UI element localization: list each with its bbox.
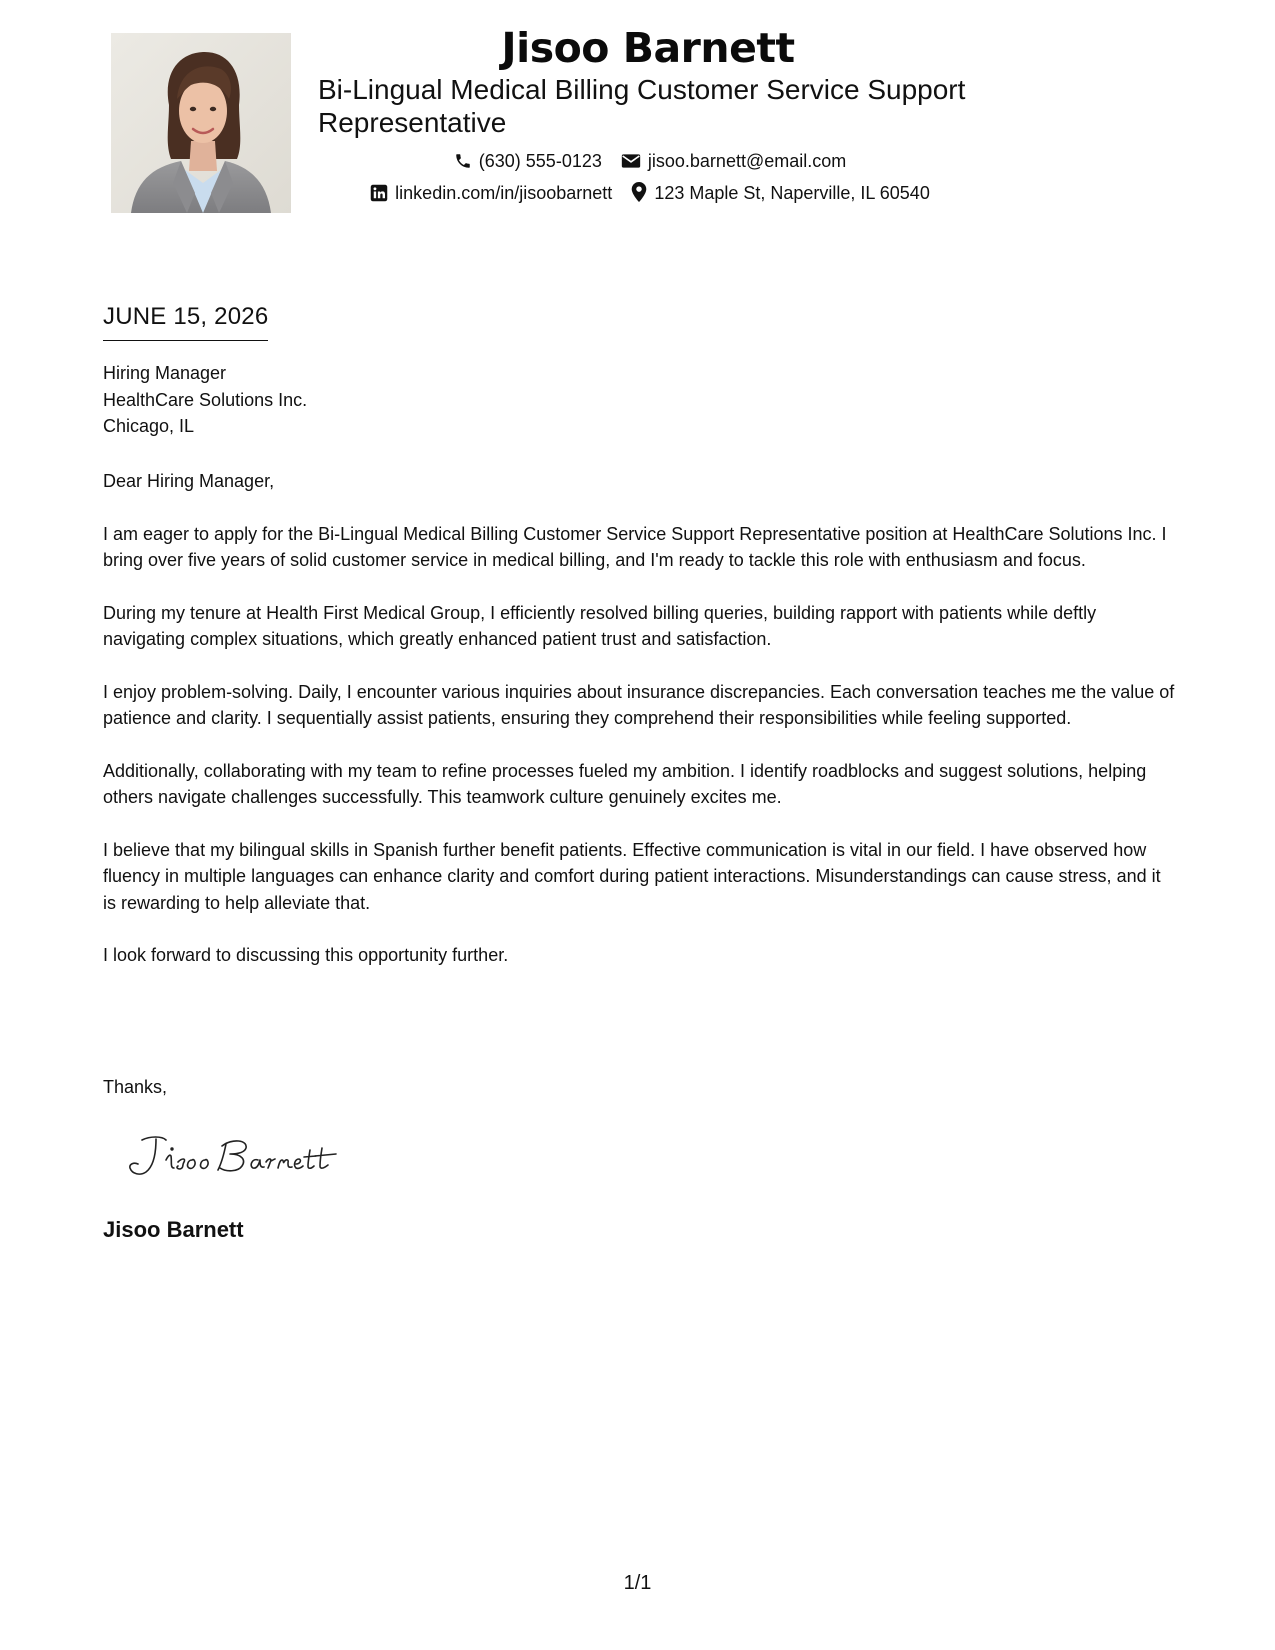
paragraph-3: I enjoy problem-solving. Daily, I encounter various inquiries about insurance discrepancies. Each conversation teaches me the value of patience and clarity. I sequentially assist patients, ensuring they comprehend their responsibilities while feeling supported. <box>103 681 1175 728</box>
contact-email[interactable] <box>621 149 846 173</box>
page-indicator: 1/1 <box>623 1572 652 1594</box>
email-text: jisoo.barnett@email.com <box>647 151 847 171</box>
profile-photo <box>111 33 291 213</box>
salutation: Dear Hiring Manager, <box>103 471 275 491</box>
applicant-name: Jisoo Barnett <box>501 24 795 72</box>
closing: Thanks, <box>103 1077 168 1097</box>
recipient-title: Hiring Manager <box>103 363 227 383</box>
address-text: 123 Maple St, Naperville, IL 60540 <box>654 183 930 203</box>
contact-row-secondary <box>300 181 1000 205</box>
contact-address <box>631 181 930 205</box>
recipient-company: HealthCare Solutions Inc. <box>103 389 308 410</box>
linkedin-icon <box>370 184 388 202</box>
phone-icon <box>454 152 472 170</box>
paragraph-6: I look forward to discussing this opportunity further. <box>103 945 509 965</box>
linkedin-text: linkedin.com/in/jisoobarnett <box>395 183 613 203</box>
recipient-block <box>103 360 307 440</box>
letter-body <box>103 468 1178 995</box>
map-marker-icon <box>631 182 647 202</box>
recipient-location: Chicago, IL <box>103 416 195 436</box>
job-title: Bi-Lingual Medical Billing Customer Service Support Representative <box>318 74 966 138</box>
envelope-icon <box>621 152 641 170</box>
paragraph-1: I am eager to apply for the Bi-Lingual Medical Billing Customer Service Support Representative position at HealthCare Solutions Inc. I bring over five years of solid customer service in medical billing, and I'm ready to tackle this role with enthusiasm and focus. <box>103 523 1167 570</box>
paragraph-5: I believe that my bilingual skills in Spanish further benefit patients. Effective communication is vital in our field. I have observed how fluency in multiple languages can enhance clarity and comfort during patient interactions. Misunderstandings can cause stress, and it is rewarding to help alleviate that. <box>103 839 1161 913</box>
paragraph-4: Additionally, collaborating with my team to refine processes fueled my ambition. I identify roadblocks and suggest solutions, helping others navigate challenges successfully. This teamwork culture genuinely excites me. <box>103 760 1147 807</box>
signatory-name: Jisoo Barnett <box>103 1217 244 1242</box>
letter-date: JUNE 15, 2026 <box>103 302 268 341</box>
paragraph-2: During my tenure at Health First Medical Group, I efficiently resolved billing queries, building rapport with patients while deftly navigating complex situations, which greatly enhanced patient trust and satisfaction. <box>103 602 1097 649</box>
contact-linkedin[interactable] <box>370 181 612 205</box>
handwritten-signature <box>122 1132 352 1182</box>
phone-text: (630) 555-0123 <box>478 151 602 171</box>
contact-phone[interactable] <box>454 149 602 173</box>
contact-row-primary <box>300 149 1000 173</box>
